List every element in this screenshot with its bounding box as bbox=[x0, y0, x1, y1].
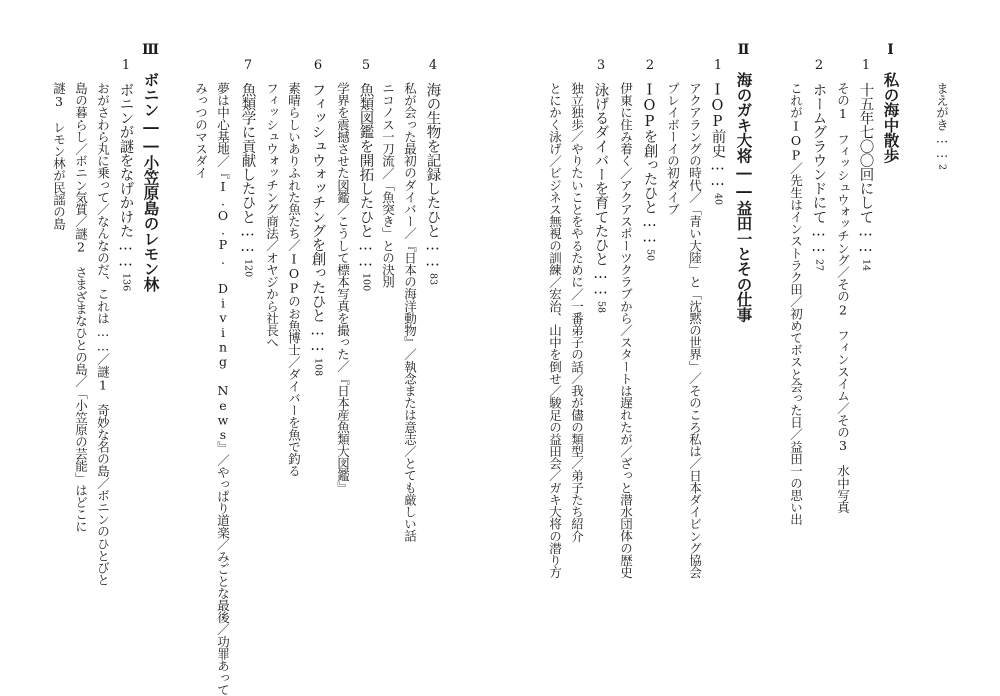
chapter-2-5-title bbox=[358, 58, 373, 291]
chapter-title: フィッシュウォッチングを創ったひと…… bbox=[309, 82, 326, 354]
chapter-page: 40 bbox=[712, 192, 724, 205]
subsection: 宏治、山中を倒せ bbox=[547, 287, 563, 385]
subsection: スタートは遅れたが bbox=[618, 336, 634, 446]
chapter-2-7-subsections-b bbox=[194, 82, 207, 179]
chapter-2-3-subsections-b: とにかく泳げ／ビジネス無視の訓練／宏治、山中を倒せ／駿足の益田会／ガキ大将の潜り方 bbox=[547, 82, 563, 579]
preface-entry bbox=[935, 82, 948, 170]
part-2-numeral: Ⅱ bbox=[735, 42, 752, 58]
chapter-number: 2 bbox=[642, 58, 658, 73]
chapter-title: 海の生物を記録したひと…… bbox=[424, 82, 441, 269]
chapter-number: 5 bbox=[358, 58, 374, 73]
subsection: 初めてボスと会った日 bbox=[788, 307, 804, 429]
subsection: その3 水中写真 bbox=[835, 413, 851, 514]
part-2-title: 海のガキ大将――益田一とその仕事 bbox=[734, 71, 754, 322]
chapter-title: 泳げるダイバーを育てたひと…… bbox=[592, 82, 609, 298]
chapter-2-2-subsections: 伊東に住み着く／アクアスポーツクラブから／スタートは遅れたが／ざっと潜水団体の歴史 bbox=[618, 82, 634, 579]
chapter-2-1-subsections-b bbox=[666, 82, 679, 215]
subsection: アクアスポーツクラブから bbox=[618, 178, 634, 325]
chapter-2-6-subsections-a: 素晴らしいありふれた魚たち／IOPのお魚博士／ダイバーを魚で釣る bbox=[286, 82, 302, 477]
chapter-number: 4 bbox=[425, 58, 441, 73]
chapter-2-3-subsections-a: 独立独歩／やりたいことをやるために／一番弟子の話／我が儘の類型／弟子たち紹介 bbox=[569, 82, 585, 542]
subsection: 功罪あって bbox=[215, 635, 231, 696]
subsection: オヤジから社長へ bbox=[264, 251, 280, 349]
chapter-title: IOPを創ったひと…… bbox=[641, 82, 658, 246]
subsection: 謎3 レモン林が民謡の島 bbox=[51, 82, 67, 230]
subsection: みごとな最後 bbox=[215, 550, 231, 624]
subsection: 独立独歩 bbox=[569, 82, 585, 131]
subsection: 私が会った最初のダイバー bbox=[402, 82, 418, 228]
chapter-3-1-subsections-a: おがさわら丸に乗って／なんなのだ、これは……／謎1 奇妙な名の島／ボニンのひとびと bbox=[95, 82, 111, 586]
preface-label: まえがき…… bbox=[934, 82, 950, 160]
subsection: プレイボーイの初ダイブ bbox=[665, 82, 681, 216]
chapter-page: 83 bbox=[427, 272, 439, 286]
chapter-3-1-subsections-b: 島の暮らし／ボニン気質／謎2 さまざまなひとの島／「小笠原の芸能」はどこに bbox=[73, 82, 89, 533]
chapter-page: 58 bbox=[595, 301, 607, 314]
chapter-2-7-title bbox=[240, 58, 255, 277]
subsection: やっぱり道楽 bbox=[215, 465, 231, 539]
chapter-2-7-subsections-a: 夢は中心基地／『I.O.P. Diving News』／やっぱり道楽／みごとな最後／功罪あって bbox=[215, 82, 231, 696]
subsection: 『日本産魚類大図鑑』 bbox=[335, 372, 351, 494]
chapter-2-5-subsections: 学界を震撼させた図鑑／こうして標本写真を撮った／『日本産魚類大図鑑』 bbox=[335, 82, 351, 494]
chapter-number: 6 bbox=[310, 58, 326, 73]
subsection: 駿足の益田会 bbox=[547, 396, 563, 470]
subsection: 弟子たち紹介 bbox=[569, 469, 585, 542]
subsection: みっつのマスダイ bbox=[193, 82, 209, 179]
part-1-heading bbox=[883, 42, 899, 163]
subsection: 執念または意志 bbox=[402, 360, 418, 446]
part-1-numeral: Ⅰ bbox=[882, 42, 899, 58]
chapter-2-4-title bbox=[425, 58, 440, 285]
subsection: 日本ダイビング協会 bbox=[687, 469, 703, 579]
subsection: 夢は中心基地 bbox=[215, 82, 231, 155]
chapter-3-1-title bbox=[118, 58, 133, 291]
chapter-1-2-title bbox=[811, 58, 826, 271]
chapter-page: 108 bbox=[312, 357, 324, 376]
subsection: とにかく泳げ bbox=[547, 82, 563, 155]
subsection: これがIOP bbox=[788, 82, 804, 163]
subsection: そのころ私は bbox=[687, 384, 703, 458]
chapter-title: 魚類図鑑を開拓したひと…… bbox=[357, 82, 374, 269]
chapter-number: 3 bbox=[593, 58, 609, 73]
chapter-title: 十五年七〇〇回にして…… bbox=[857, 82, 874, 255]
subsection: 「魚突き」との決別 bbox=[380, 178, 396, 288]
preface-page: 2 bbox=[936, 163, 948, 170]
chapter-2-1-subsections-a: アクアラングの時代／「青い大陸」と「沈黙の世界」／そのころ私は／日本ダイビング協会 bbox=[687, 82, 703, 579]
chapter-page: 136 bbox=[120, 272, 132, 292]
chapter-1-2-subsections: これがIOP／先生はインストラク田／初めてボスと会った日／益田一の思い出 bbox=[788, 82, 804, 526]
chapter-number: 1 bbox=[118, 58, 134, 73]
chapter-2-2-title bbox=[642, 58, 657, 261]
subsection: 素晴らしいありふれた魚たち bbox=[286, 82, 302, 240]
subsection: その2 フィンスイム bbox=[835, 278, 851, 402]
subsection: 我が儘の類型 bbox=[569, 384, 585, 458]
subsection: 「小笠原の芸能」はどこに bbox=[73, 387, 89, 533]
chapter-title: ホームグラウンドにて…… bbox=[810, 82, 827, 255]
chapter-number: 1 bbox=[710, 58, 726, 73]
subsection: ガキ大将の潜り方 bbox=[547, 481, 563, 579]
chapter-2-1-title bbox=[710, 58, 725, 205]
chapter-2-6-title bbox=[310, 58, 325, 376]
subsection: アクアラングの時代 bbox=[687, 82, 703, 191]
subsection: 謎2 さまざまなひとの島 bbox=[73, 227, 89, 375]
subsection: 島の暮らし bbox=[73, 82, 89, 143]
subsection: ダイバーを魚で釣る bbox=[286, 367, 302, 477]
subsection: 「青い大陸」と「沈黙の世界」 bbox=[687, 203, 703, 373]
chapter-title: IOP前史…… bbox=[709, 82, 726, 189]
subsection: 『I.O.P. Diving News』 bbox=[215, 166, 231, 454]
subsection: 一番弟子の話 bbox=[569, 299, 585, 373]
part-1-title: 私の海中散歩 bbox=[881, 71, 901, 163]
chapter-page: 50 bbox=[644, 249, 656, 262]
subsection: ニコノス一刀流 bbox=[380, 82, 396, 167]
part-3-numeral: Ⅲ bbox=[142, 42, 159, 58]
subsection: とても厳しい話 bbox=[402, 457, 418, 542]
chapter-page: 27 bbox=[813, 258, 825, 271]
chapter-1-1-subsections: その1 フィッシュウォッチング／その2 フィンスイム／その3 水中写真 bbox=[835, 82, 851, 514]
subsection: 学界を震撼させた図鑑 bbox=[335, 82, 351, 204]
subsection: ボニンのひとびと bbox=[95, 488, 111, 586]
chapter-page: 100 bbox=[360, 272, 372, 292]
subsection: その1 フィッシュウォッチング bbox=[835, 82, 851, 267]
subsection: こうして標本写真を撮った bbox=[335, 215, 351, 361]
subsection: ビジネス無視の訓練 bbox=[547, 166, 563, 276]
chapter-page: 120 bbox=[242, 258, 254, 277]
chapter-2-6-subsections-b: フィッシュウォッチング商法／オヤジから社長へ bbox=[264, 82, 280, 349]
subsection: フィッシュウォッチング商法 bbox=[264, 82, 280, 240]
subsection: おがさわら丸に乗って bbox=[95, 82, 111, 204]
subsection: やりたいことをやるために bbox=[569, 142, 585, 288]
subsection: 先生はインストラク田 bbox=[788, 174, 804, 296]
chapter-title: ボニンが謎をなげかけた…… bbox=[117, 82, 134, 269]
subsection: ざっと潜水団体の歴史 bbox=[618, 457, 634, 579]
subsection: 伊東に住み着く bbox=[618, 82, 634, 167]
part-3-heading bbox=[143, 42, 159, 292]
chapter-number: 2 bbox=[811, 58, 827, 73]
chapter-2-4-subsections-b: ニコノス一刀流／「魚突き」との決別 bbox=[380, 82, 396, 288]
subsection: ボニン気質 bbox=[73, 154, 89, 216]
chapter-2-3-title bbox=[593, 58, 608, 313]
chapter-1-1-title bbox=[858, 58, 873, 271]
subsection: 謎1 奇妙な名の島 bbox=[95, 365, 111, 477]
chapter-title: 魚類学に貢献したひと…… bbox=[239, 82, 256, 255]
subsection: IOPのお魚博士 bbox=[286, 251, 302, 356]
chapter-2-4-subsections-a: 私が会った最初のダイバー／『日本の海洋動物』／執念または意志／とても厳しい話 bbox=[402, 82, 418, 542]
subsection: なんなのだ、これは…… bbox=[95, 215, 111, 354]
subsection: 『日本の海洋動物』 bbox=[402, 239, 418, 349]
chapter-number: 7 bbox=[240, 58, 256, 73]
part-2-heading bbox=[736, 42, 752, 322]
part-3-title: ボニン――小笠原島のレモン林 bbox=[141, 71, 161, 292]
subsection: 益田一の思い出 bbox=[788, 440, 804, 526]
chapter-number: 1 bbox=[858, 58, 874, 73]
chapter-3-1-subsections-c bbox=[52, 82, 65, 230]
chapter-page: 14 bbox=[860, 258, 872, 271]
